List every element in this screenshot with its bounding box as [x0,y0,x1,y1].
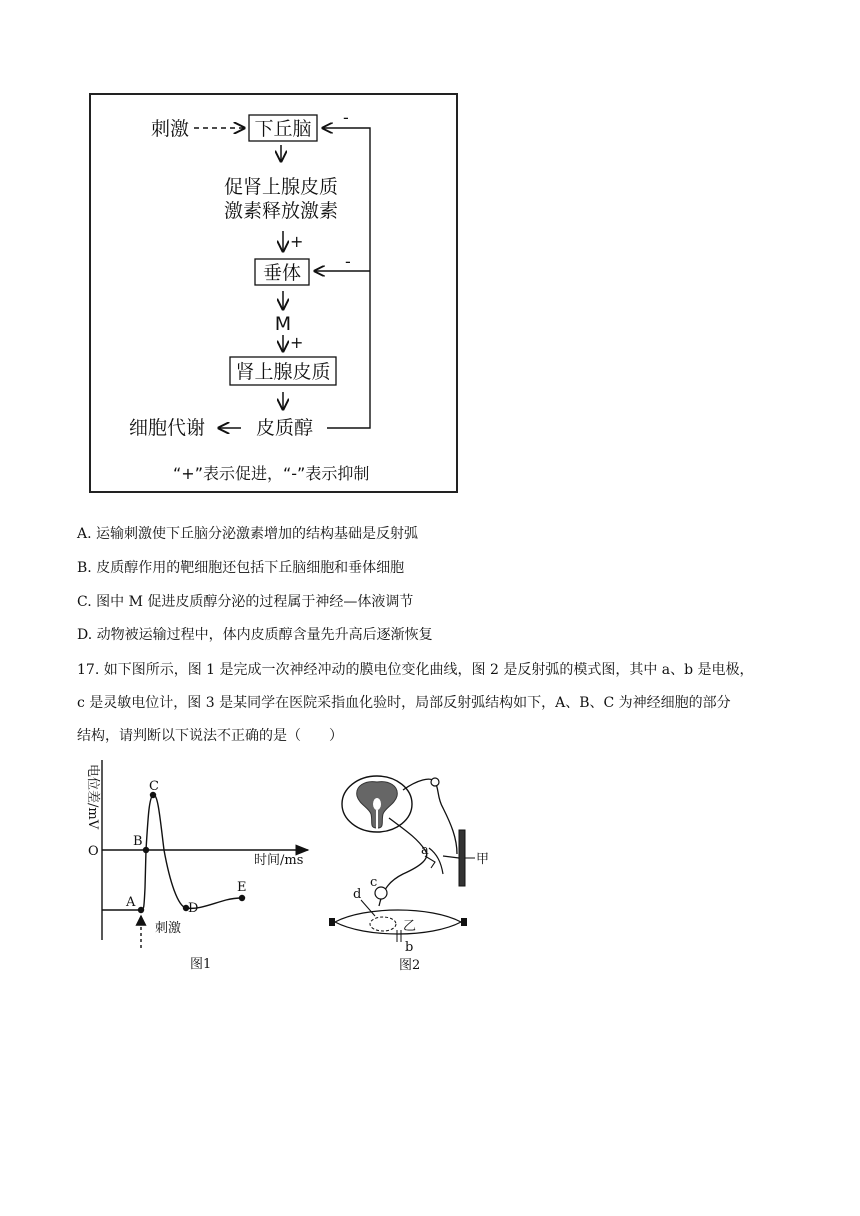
point-e-marker [239,895,245,901]
stimulus-label-fig1: 刺激 [155,921,182,936]
x-axis-label: 时间/ms [254,853,304,868]
cell-metabolism-label: 细胞代谢 [129,417,206,439]
figure-1-action-potential [86,758,316,978]
figure-2-svg [325,758,515,978]
figure-2-caption: 图2 [399,958,421,973]
stimulus-label: 刺激 [151,118,190,140]
option-b[interactable]: B. 皮质醇作用的靶细胞还包括下丘脑细胞和垂体细胞 [77,560,405,576]
nerve-branch [429,848,443,874]
cortisol-label: 皮质醇 [256,417,314,439]
origin-label: O [88,844,99,859]
adrenal-cortex-label: 肾上腺皮质 [235,361,331,383]
minus-sign-top: - [343,108,349,127]
central-canal [373,798,381,810]
m-label: M [274,313,292,335]
diagram-legend: “+”表示促进，“-”表示抑制 [173,464,370,483]
y-axis-label: 电位差/mV [86,764,100,830]
hpa-axis-svg [91,95,460,495]
option-d[interactable]: D. 动物被运输过程中，体内皮质醇含量先升高后逐渐恢复 [77,627,433,643]
point-c-label: C [149,779,159,794]
plus-sign-2: + [290,333,304,352]
afferent-nerve [403,779,457,854]
feedback-arrow-top [323,128,370,428]
plus-sign-1: + [290,232,304,251]
point-b-marker [143,847,149,853]
d-pointer [361,900,375,916]
label-c: c [370,875,378,890]
figure-2-reflex-arc [325,758,515,978]
option-c[interactable]: C. 图中 M 促进皮质醇分泌的过程属于神经—体液调节 [77,594,414,610]
point-a-marker [138,907,144,913]
question-17-line3: 结构，请判断以下说法不正确的是（ ） [77,728,343,744]
ganglion [431,778,439,786]
label-yi: 乙 [403,919,417,934]
label-jia: 甲 [476,852,490,867]
hypothalamus-label: 下丘脑 [254,118,312,140]
figure-1-svg [86,758,316,978]
point-e-label: E [237,880,247,895]
nerve-to-effector [443,856,459,858]
question-17-line2: c 是灵敏电位计，图 3 是某同学在医院采指血化验时，局部反射弧结构如下，A、B、C 为神经细胞的部分 [77,695,731,711]
muscle-body [335,910,461,934]
membrane-potential-curve [102,795,242,910]
point-d-label: D [188,901,199,916]
point-b-label: B [133,834,143,849]
question-17-line1: 17. 如下图所示，图 1 是完成一次神经冲动的膜电位变化曲线，图 2 是反射弧的模式图，其中 a、b 是电极， [77,662,754,678]
label-b: b [405,940,414,955]
hpa-axis-diagram [89,93,458,493]
point-a-label: A [126,895,136,910]
electrode-b [397,930,401,942]
effector-bar [459,830,465,886]
crh-line1: 促肾上腺皮质 [223,176,339,198]
label-a: a [421,843,429,858]
figure-1-caption: 图1 [190,957,212,972]
synapse-region [370,917,396,931]
minus-sign-mid: - [345,252,351,271]
option-a[interactable]: A. 运输刺激使下丘脑分泌激素增加的结构基础是反射弧 [77,526,419,542]
crh-line2: 激素释放激素 [223,200,339,222]
label-d: d [353,887,362,902]
pituitary-label: 垂体 [262,262,302,284]
